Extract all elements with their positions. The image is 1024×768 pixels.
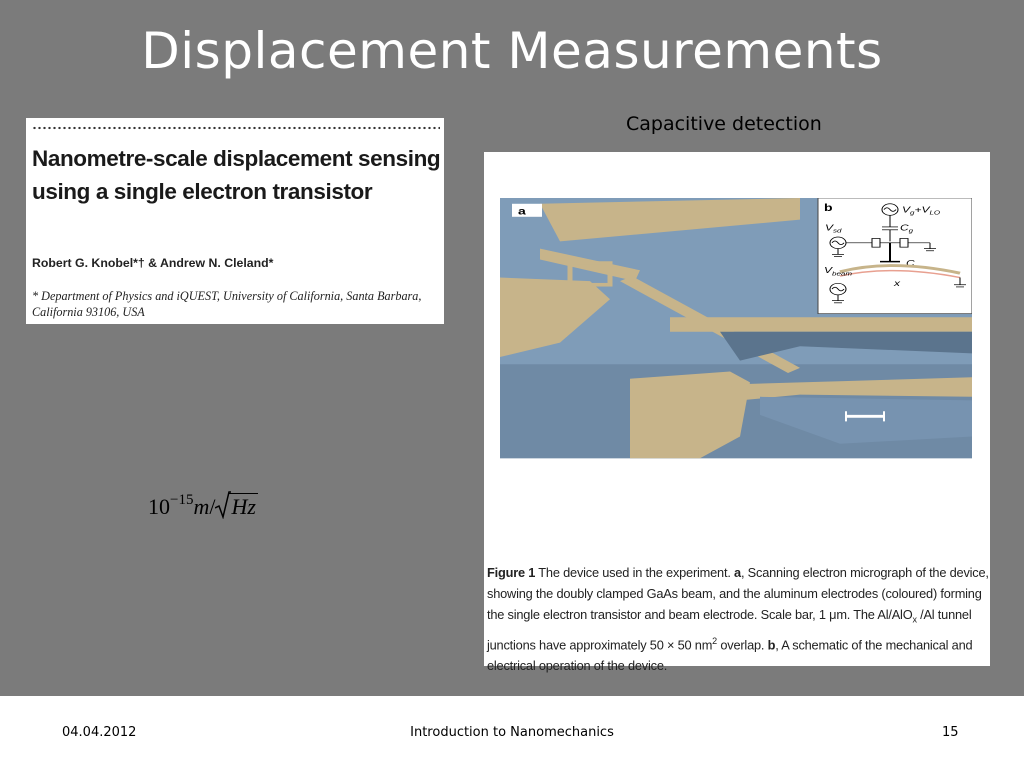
formula-slash: / (209, 494, 216, 519)
schematic-inset (818, 198, 972, 314)
paper-title: Nanometre-scale displacement sensing using a single electron transistor (32, 146, 441, 204)
formula-exponent: −15 (170, 492, 194, 508)
footer-page-number: 15 (942, 725, 959, 740)
caption-figure-label: Figure 1 (487, 565, 536, 580)
paper-affiliation: * Department of Physics and iQUEST, University of California, Santa Barbara, California 93106, USA (32, 289, 422, 319)
panel-a-box (512, 204, 542, 217)
footer-course-title: Introduction to Nanomechanics (410, 725, 614, 740)
formula-radicand: Hz (231, 494, 256, 519)
slide-footer (0, 696, 1024, 768)
formula-unit: m (193, 494, 210, 519)
footer-date: 04.04.2012 (62, 725, 137, 740)
figure-caption: Figure 1 The device used in the experiment. a, Scanning electron micrograph of the device, showing the doubly clamped GaAs beam, and the aluminum electrodes (coloured) forming the single electron transistor and beam electrode. Scale bar, 1 μm. The Al/AlO$_x$ /Al tunnel junctions have approximately 50 × 50 $nm^2$ overlap. b, A schematic of the mechanical and electrical operation of the device. (487, 565, 989, 673)
slide-title: Displacement Measurements (141, 22, 883, 80)
dotted-rule (32, 126, 440, 130)
scale-bar (845, 415, 885, 418)
svg-text:Vbeam: $V_{beam}$ (824, 266, 852, 278)
paper-authors: Robert G. Knobel*† & Andrew N. Cleland* (32, 256, 274, 270)
middle-electrode (670, 317, 972, 331)
svg-text:Vsd: $V_{sd}$ (825, 223, 842, 235)
sensitivity-formula (148, 494, 258, 520)
formula-sqrt (215, 494, 257, 520)
capacitive-detection-label: Capacitive detection (626, 113, 822, 135)
formula-base: 10 (148, 494, 170, 519)
panel-b-label: b (824, 201, 833, 214)
svg-text:Vg+VLO: $V_g+V_{LO}$ (902, 205, 941, 217)
sem-micrograph (500, 198, 972, 558)
svg-text:Cg: $C_g$ (900, 223, 914, 235)
sqrt-sign-icon (215, 491, 231, 519)
svg-text:x: x (894, 279, 900, 289)
panel-a-label: a (518, 205, 526, 218)
svg-text:C: C (906, 259, 915, 269)
device-figure (484, 152, 990, 673)
paper-header-clipping (26, 118, 444, 324)
